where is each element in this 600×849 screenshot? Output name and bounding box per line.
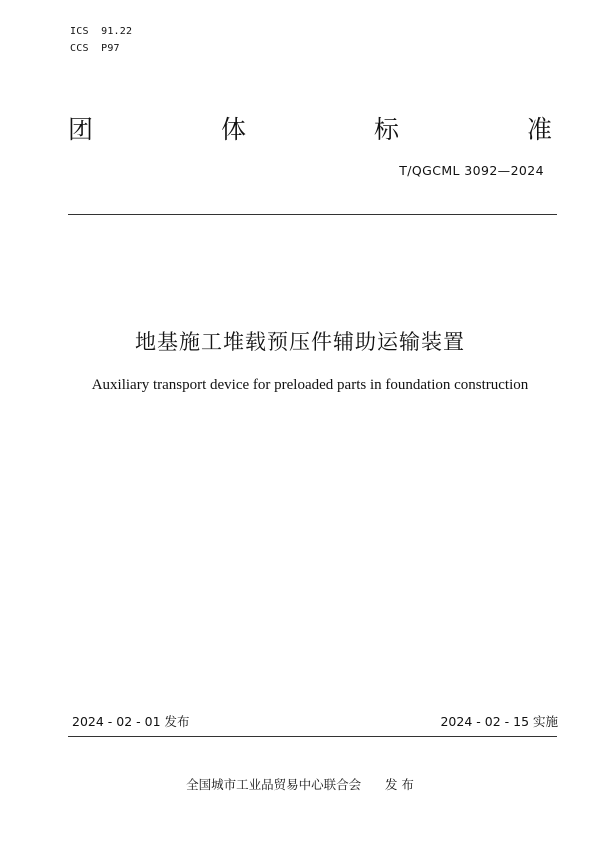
footer-divider bbox=[68, 736, 557, 737]
ccs-code: CCS P97 bbox=[70, 43, 120, 54]
ics-code: ICS 91.22 bbox=[70, 26, 133, 37]
standard-type-heading bbox=[68, 112, 552, 148]
document-title-chinese: 地基施工堆载预压件辅助运输装置 bbox=[135, 330, 465, 354]
standard-type-char-1: 团 bbox=[68, 115, 94, 144]
issue-date: 2024 - 02 - 01 发布 bbox=[72, 714, 190, 729]
standard-type-char-3: 标 bbox=[373, 115, 399, 144]
publisher-line bbox=[0, 776, 600, 794]
document-title-english: Auxiliary transport device for preloaded parts in foundation construction bbox=[91, 377, 529, 393]
header-divider bbox=[68, 214, 557, 215]
publish-action: 发 布 bbox=[384, 777, 414, 792]
implementation-date: 2024 - 02 - 15 实施 bbox=[440, 714, 558, 729]
standard-type-char-2: 体 bbox=[220, 115, 246, 144]
standard-number: T/QGCML 3092—2024 bbox=[399, 163, 544, 178]
standard-type-char-4: 准 bbox=[526, 115, 552, 144]
publisher-name: 全国城市工业品贸易中心联合会 bbox=[186, 777, 362, 792]
